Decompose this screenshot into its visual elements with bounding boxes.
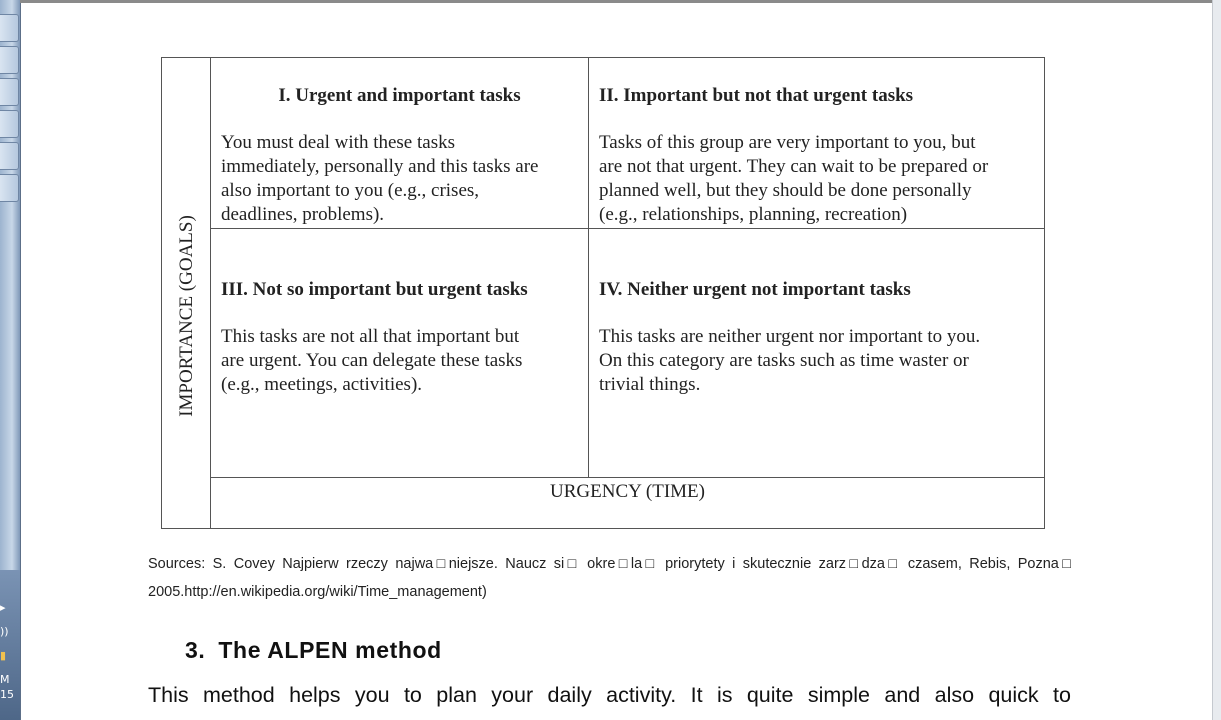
quadrant-title: III. Not so important but urgent tasks — [221, 279, 528, 300]
body-paragraph: This method helps you to plan your daily activity. It is quite simple and also quick to — [148, 683, 1071, 707]
taskbar-button[interactable] — [0, 174, 19, 202]
section-title: The ALPEN method — [218, 637, 442, 663]
quadrant-text: This tasks are not all that important but are urgent. You can delegate these tasks (e.g., meetings, activities). — [221, 326, 523, 395]
quadrant-text: This tasks are neither urgent nor important to you. On this category are tasks such as time waster or trivial things. — [599, 326, 981, 395]
quadrant-title: I. Urgent and important tasks — [278, 85, 521, 106]
taskbar-button[interactable] — [0, 142, 19, 170]
sources-citation: Sources: S. Covey Najpierw rzeczy najwa□niejsze. Naucz si□ okre□la□ priorytety i skutecznie zarz□dza□ czasem, Rebis, Pozna□ 2005.http://en.wikipedia.org/wiki/Time_management) — [148, 556, 1071, 600]
quadrant-title: II. Important but not that urgent tasks — [599, 85, 914, 106]
urgency-axis-label: URGENCY (TIME) — [550, 481, 705, 502]
taskbar-button[interactable] — [0, 78, 19, 106]
quadrant-urgent-not-important — [211, 229, 589, 478]
importance-axis — [162, 58, 211, 528]
network-icon[interactable]: ▮ — [0, 650, 7, 662]
clock-time-fragment[interactable]: M — [0, 674, 10, 686]
quadrant-title: IV. Neither urgent not important tasks — [599, 279, 911, 300]
desktop-taskbar-edge — [0, 0, 21, 720]
window-top-edge — [20, 0, 1213, 3]
quadrant-important-not-urgent — [589, 58, 1044, 229]
quadrant-text: Tasks of this group are very important to you, but are not that urgent. They can wait to be prepared or planned well, but they should be done personally (e.g., relationships, planning, recreation) — [599, 132, 989, 225]
taskbar-button[interactable] — [0, 110, 19, 138]
taskbar-button[interactable] — [0, 14, 19, 42]
section-heading — [185, 637, 442, 664]
quadrant-neither — [589, 229, 1044, 478]
clock-date-fragment[interactable]: 15 — [0, 689, 14, 701]
time-management-matrix — [161, 57, 1045, 529]
quadrant-urgent-important — [211, 58, 589, 229]
quadrant-text: You must deal with these tasks immediately, personally and this tasks are also important to you (e.g., crises, deadlines, problems). — [221, 132, 539, 225]
vertical-scrollbar[interactable] — [1212, 0, 1221, 720]
volume-icon[interactable]: )) — [0, 626, 9, 638]
section-number: 3. — [185, 637, 206, 663]
tray-expand-icon[interactable]: ▸ — [0, 602, 6, 614]
taskbar-button[interactable] — [0, 46, 19, 74]
importance-axis-label: IMPORTANCE (GOALS) — [176, 215, 197, 417]
